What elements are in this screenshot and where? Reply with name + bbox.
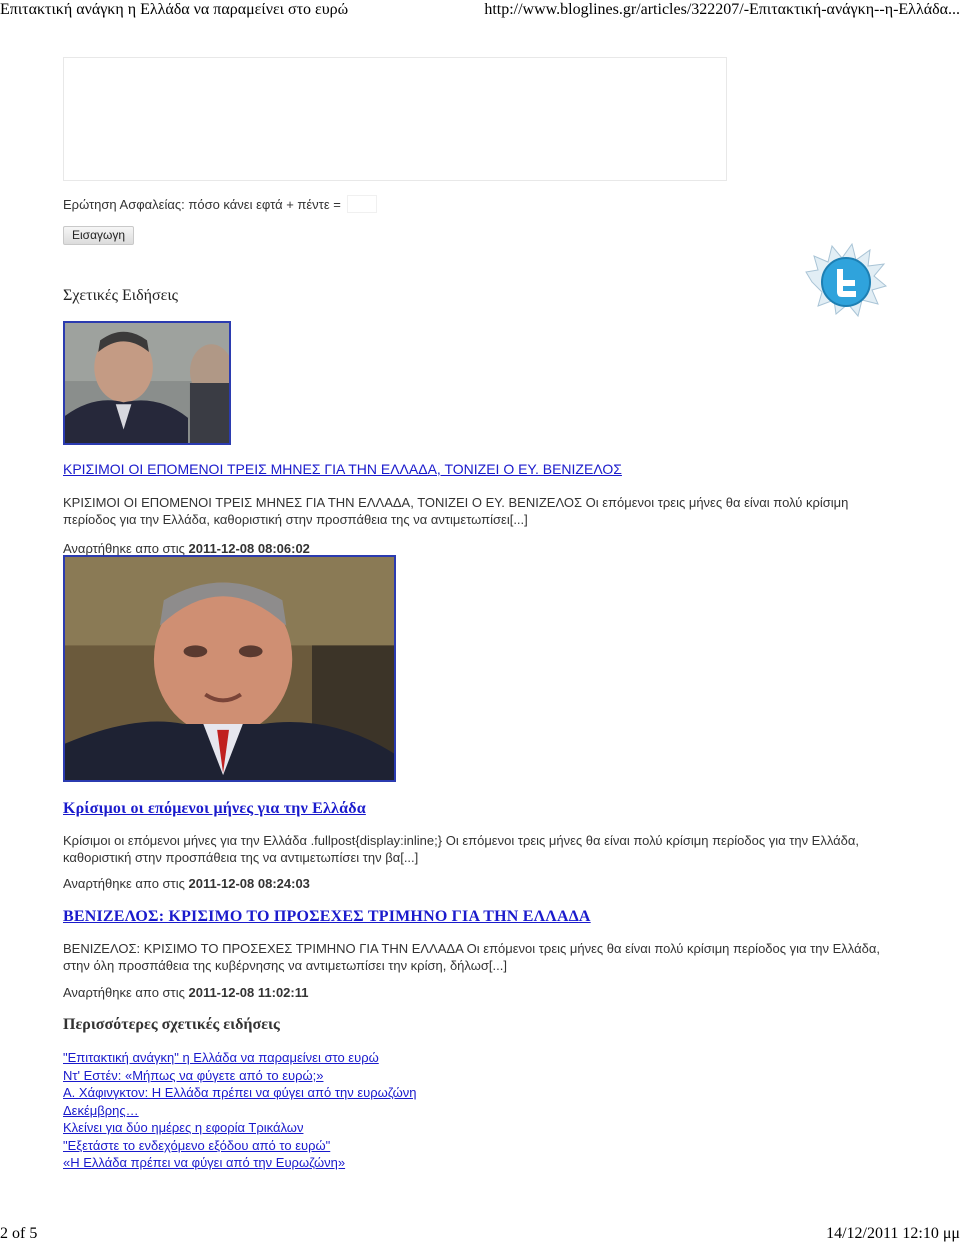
more-news-link[interactable]: "Εξετάστε το ενδεχόμενο εξόδου από το ευρώ" [63, 1137, 331, 1153]
more-news-link[interactable]: Δεκέμβρης… [63, 1102, 139, 1118]
list-item [63, 1137, 417, 1155]
submit-button[interactable]: Εισαγωγη [63, 226, 134, 245]
twitter-bird-icon[interactable] [804, 242, 888, 318]
print-header-title: Επιτακτική ανάγκη η Ελλάδα να παραμείνει στο ευρώ [0, 1, 349, 18]
meta-date: 2011-12-08 11:02:11 [188, 985, 309, 1000]
article-excerpt: Κρίσιμοι οι επόμενοι μήνες για την Ελλάδα .fullpost{display:inline;} Οι επόμενοι τρεις μήνες θα είναι πολύ κρίσιμη περίοδος για την Ελλάδα, καθοριστική στην προσπάθεια της να αντιμετωπίσει την βα[...] [63, 833, 860, 865]
article-title-link[interactable]: ΒΕΝΙΖΕΛΟΣ: ΚΡΙΣΙΜΟ ΤΟ ΠΡΟΣΕΧΕΣ ΤΡΙΜΗΝΟ ΓΙΑ ΤΗΝ ΕΛΛΑΔΑ [63, 908, 591, 925]
more-news-link[interactable]: «Η Ελλάδα πρέπει να φύγει από την Ευρωζώνη» [63, 1155, 346, 1170]
article-meta [63, 541, 310, 556]
list-item [63, 1119, 417, 1137]
meta-prefix: Αναρτήθηκε απο στις [63, 985, 185, 1000]
list-item [63, 1084, 417, 1102]
article-thumbnail[interactable] [63, 321, 231, 445]
list-item [63, 1154, 417, 1172]
more-news-list [63, 1049, 417, 1172]
article-excerpt: ΒΕΝΙΖΕΛΟΣ: ΚΡΙΣΙΜΟ ΤΟ ΠΡΟΣΕΧΕΣ ΤΡΙΜΗΝΟ ΓΙΑ ΤΗΝ ΕΛΛΑΔΑ Οι επόμενοι τρεις μήνες θα είναι πολύ κρίσιμη περίοδος για την Ελλάδα, στην όλη προσπάθεια της κυβέρνησης να αντιμετωπίσει την κρίση, δήλωσ[...] [63, 941, 880, 973]
print-footer-page: 2 of 5 [0, 1225, 38, 1242]
print-footer-datetime: 14/12/2011 12:10 μμ [826, 1225, 960, 1242]
article-meta [63, 876, 310, 891]
related-news-heading: Σχετικές Ειδήσεις [63, 287, 178, 304]
more-news-link[interactable]: Κλείνει για δύο ημέρες η εφορία Τρικάλων [63, 1120, 304, 1135]
more-news-heading: Περισσότερες σχετικές ειδήσεις [63, 1016, 280, 1033]
meta-prefix: Αναρτήθηκε απο στις [63, 541, 185, 556]
article-excerpt: ΚΡΙΣΙΜΟΙ ΟΙ ΕΠΟΜΕΝΟΙ ΤΡΕΙΣ ΜΗΝΕΣ ΓΙΑ ΤΗΝ ΕΛΛΑΔΑ, ΤΟΝΙΖΕΙ Ο ΕΥ. ΒΕΝΙΖΕΛΟΣ Οι επόμενοι τρεις μήνες θα είναι πολύ κρίσιμη περίοδος για την Ελλάδα, καθοριστική στην προσπάθεια της να αντιμετωπίσει[...] [63, 495, 849, 527]
list-item [63, 1102, 417, 1120]
article-title-link[interactable]: ΚΡΙΣΙΜΟΙ ΟΙ ΕΠΟΜΕΝΟΙ ΤΡΕΙΣ ΜΗΝΕΣ ΓΙΑ ΤΗΝ ΕΛΛΑΔΑ, ΤΟΝΙΖΕΙ Ο ΕΥ. ΒΕΝΙΖΕΛΟΣ [63, 461, 622, 477]
meta-date: 2011-12-08 08:06:02 [188, 541, 310, 556]
comment-textarea[interactable] [63, 57, 727, 181]
article-thumbnail[interactable] [63, 555, 396, 782]
captcha-label: Ερώτηση Ασφαλείας: πόσο κάνει εφτά + πέντε = [63, 196, 341, 212]
meta-date: 2011-12-08 08:24:03 [188, 876, 310, 891]
captcha-input[interactable] [347, 195, 377, 213]
article-meta [63, 985, 308, 1000]
print-header-url: http://www.bloglines.gr/articles/322207/-Επιτακτική-ανάγκη--η-Ελλάδα... [484, 1, 960, 18]
list-item [63, 1049, 417, 1067]
list-item [63, 1067, 417, 1085]
captcha-row [63, 195, 377, 213]
article-title-link[interactable]: Κρίσιμοι οι επόμενοι μήνες για την Ελλάδα [63, 800, 366, 817]
more-news-link[interactable]: Α. Χάφινγκτον: Η Ελλάδα πρέπει να φύγει από την ευρωζώνη [63, 1085, 417, 1100]
more-news-link[interactable]: "Επιτακτική ανάγκη" η Ελλάδα να παραμείνει στο ευρώ [63, 1050, 379, 1065]
more-news-link[interactable]: Ντ' Εστέν: «Μήπως να φύγετε από το ευρώ;» [63, 1067, 324, 1083]
meta-prefix: Αναρτήθηκε απο στις [63, 876, 185, 891]
